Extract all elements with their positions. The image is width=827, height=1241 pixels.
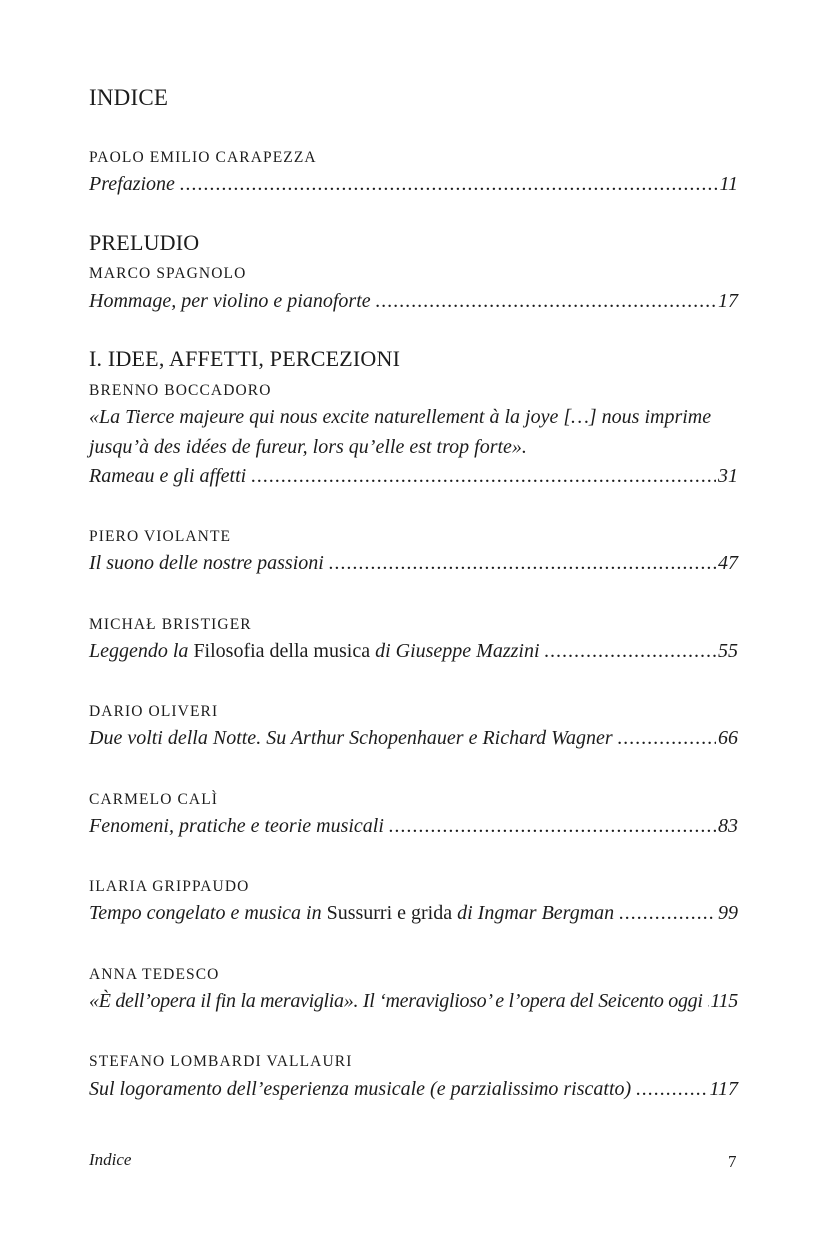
leader-dots: [329, 552, 716, 575]
leader-dots: [619, 902, 716, 925]
leader-dots: [545, 640, 716, 663]
entry-title: Rameau e gli affetti: [89, 465, 247, 487]
page-number: 11: [719, 173, 738, 195]
page-number: 47: [718, 552, 738, 574]
leader-dots: [180, 173, 718, 196]
entry-title: Due volti della Notte. Su Arthur Schopenhauer e Richard Wagner: [89, 727, 613, 749]
toc-entry[interactable]: [89, 815, 738, 838]
toc-entry[interactable]: [89, 173, 738, 196]
entry-title: Leggendo la Filosofia della musica di Giuseppe Mazzini: [89, 640, 540, 662]
toc-entry[interactable]: [89, 902, 738, 925]
toc-entry[interactable]: [89, 552, 738, 575]
author-name: PIERO VIOLANTE: [89, 528, 232, 545]
leader-dots: [389, 815, 716, 838]
author-name: CARMELO CALÌ: [89, 791, 219, 808]
entry-title: Fenomeni, pratiche e teorie musicali: [89, 815, 384, 837]
entry-title-line: jusqu’à des idées de fureur, lors qu’elle est trop forte».: [89, 436, 527, 458]
page-number: 99: [718, 902, 738, 924]
entry-title: Prefazione: [89, 173, 175, 195]
author-name: BRENNO BOCCADORO: [89, 382, 272, 399]
section-heading: PRELUDIO: [89, 230, 200, 255]
entry-title-line: «La Tierce majeure qui nous excite naturellement à la joye […] nous imprime: [89, 406, 712, 428]
entry-title: Sul logoramento dell’esperienza musicale (e parzialissimo riscatto): [89, 1078, 632, 1100]
page-number: 66: [718, 727, 738, 749]
author-name: ILARIA GRIPPAUDO: [89, 878, 250, 895]
page-number: 83: [718, 815, 738, 837]
folio-page-number: 7: [728, 1152, 737, 1171]
entry-title: «È dell’opera il fin la meraviglia». Il ‘meraviglioso’ e l’opera del Seicento oggi: [89, 990, 703, 1012]
page-number: 115: [710, 990, 738, 1012]
author-name: MICHAŁ BRISTIGER: [89, 616, 252, 633]
author-name: ANNA TEDESCO: [89, 966, 220, 983]
page-title: INDICE: [89, 85, 169, 110]
leader-dots: [251, 465, 716, 488]
running-footer: Indice: [89, 1150, 132, 1169]
toc-entry[interactable]: [89, 1078, 738, 1101]
page-number: 31: [718, 465, 738, 487]
author-name: MARCO SPAGNOLO: [89, 265, 247, 282]
toc-entry[interactable]: [89, 727, 738, 750]
toc-entry[interactable]: [89, 640, 738, 663]
toc-entry[interactable]: [89, 290, 738, 313]
entry-title: Hommage, per violino e pianoforte: [89, 290, 371, 312]
section-heading: I. IDEE, AFFETTI, PERCEZIONI: [89, 346, 401, 371]
leader-dots: [376, 290, 716, 313]
page-number: 17: [718, 290, 738, 312]
author-name: STEFANO LOMBARDI VALLAURI: [89, 1053, 353, 1070]
entry-title: Tempo congelato e musica in Sussurri e grida di Ingmar Bergman: [89, 902, 615, 924]
page-number: 117: [709, 1078, 738, 1100]
leader-dots: [708, 990, 709, 1013]
toc-entry[interactable]: [89, 990, 738, 1013]
author-name: PAOLO EMILIO CARAPEZZA: [89, 149, 317, 166]
entry-title: Il suono delle nostre passioni: [89, 552, 324, 574]
author-name: DARIO OLIVERI: [89, 703, 219, 720]
page-number: 55: [718, 640, 738, 662]
leader-dots: [636, 1078, 707, 1101]
leader-dots: [618, 727, 716, 750]
toc-entry[interactable]: [89, 465, 738, 488]
